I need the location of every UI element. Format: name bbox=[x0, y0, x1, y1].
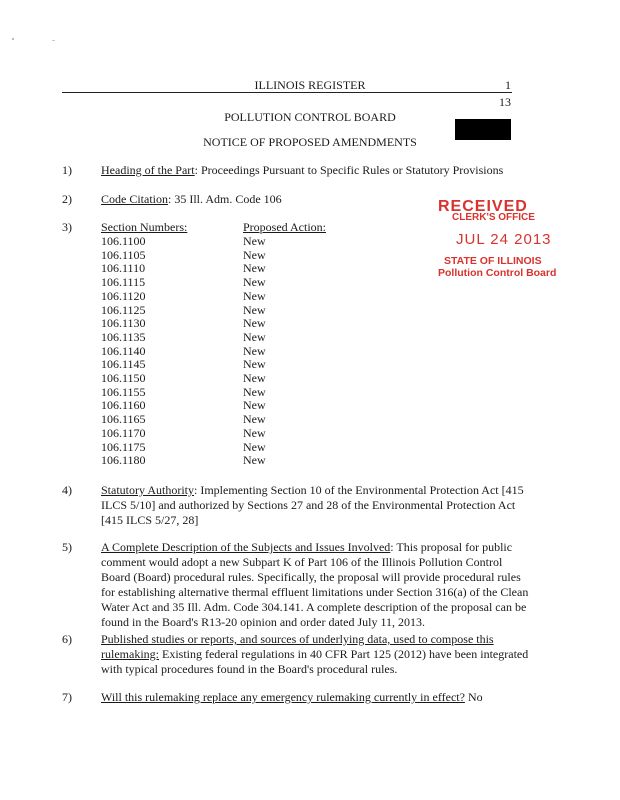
item-text: : 35 Ill. Adm. Code 106 bbox=[168, 192, 282, 206]
section-row bbox=[101, 357, 301, 371]
section-number: 106.1155 bbox=[101, 384, 146, 399]
section-row bbox=[101, 289, 301, 303]
item-number: 4) bbox=[62, 483, 72, 497]
item-published-studies bbox=[101, 632, 531, 677]
register-title: ILLINOIS REGISTER bbox=[254, 78, 366, 92]
section-number: 106.1100 bbox=[101, 234, 146, 248]
section-number: 106.1170 bbox=[101, 425, 146, 440]
section-action: New bbox=[243, 329, 266, 344]
section-row bbox=[101, 371, 301, 385]
item-text: : This proposal for public comment would adopt a new Subpart K of Part 106 of the Illinois Pollution Control Board (Board) procedural rules. Specifically, the proposal will provide procedural rules for establishing alternative thermal effluent limitations under Section 316(a) of the Clean Water Act and 35 Ill. Adm. Code 304.141. A complete description of the proposal can be found in the Board's R13-20 opinion and order dated July 11, 2013. bbox=[101, 540, 529, 629]
section-number: 106.1145 bbox=[101, 357, 146, 372]
section-action: New bbox=[243, 343, 266, 358]
section-action: New bbox=[243, 412, 266, 427]
section-number: 106.1130 bbox=[101, 316, 146, 331]
section-action: New bbox=[243, 234, 266, 248]
item-label: Will this rulemaking replace any emergency rulemaking currently in effect? bbox=[101, 690, 465, 704]
section-action: New bbox=[243, 439, 266, 454]
section-action: New bbox=[243, 261, 266, 276]
section-numbers-header: Section Numbers: bbox=[101, 220, 188, 234]
issue-number: 13 bbox=[499, 95, 511, 109]
section-row bbox=[101, 248, 301, 262]
item-text: No bbox=[464, 690, 483, 704]
item-text: : Proceedings Pursuant to Specific Rules or Statutory Provisions bbox=[194, 163, 504, 177]
section-row bbox=[101, 453, 301, 467]
stamp-board: Pollution Control Board bbox=[438, 267, 557, 279]
item-number: 1) bbox=[62, 163, 72, 177]
section-number: 106.1115 bbox=[101, 275, 146, 290]
section-number: 106.1160 bbox=[101, 398, 146, 413]
item-label: Code Citation bbox=[101, 192, 168, 206]
clerks-office-stamp: CLERK'S OFFICE bbox=[452, 212, 535, 223]
section-row bbox=[101, 344, 301, 358]
section-row bbox=[101, 316, 301, 330]
section-row bbox=[101, 385, 301, 399]
section-number: 106.1175 bbox=[101, 439, 146, 454]
section-row bbox=[101, 261, 301, 275]
section-action: New bbox=[243, 384, 266, 399]
header-rule bbox=[62, 92, 512, 93]
stamp-state: STATE OF ILLINOIS bbox=[444, 255, 542, 267]
proposed-action-header: Proposed Action: bbox=[243, 220, 326, 234]
item-text: Existing federal regulations in 40 CFR Part 125 (2012) have been integrated with typical procedures found in the Board's procedural rules. bbox=[101, 647, 529, 676]
item-label: Published studies or reports, and sources of underlying data, used to compose this rulemaking: bbox=[101, 632, 494, 661]
item-number: 2) bbox=[62, 192, 72, 206]
section-row bbox=[101, 440, 301, 454]
scan-speck bbox=[52, 40, 55, 41]
item-text: : Implementing Section 10 of the Environmental Protection Act [415 ILCS 5/10] and authorized by Sections 27 and 28 of the Environmental Protection Act [415 ILCS 5/27, 28] bbox=[101, 483, 524, 527]
item-number: 6) bbox=[62, 632, 72, 646]
section-number: 106.1125 bbox=[101, 302, 146, 317]
item-label: A Complete Description of the Subjects and Issues Involved bbox=[101, 540, 391, 554]
section-number: 106.1120 bbox=[101, 288, 146, 303]
section-action: New bbox=[243, 275, 266, 290]
item-statutory-authority bbox=[101, 483, 531, 528]
section-row bbox=[101, 275, 301, 289]
section-action: New bbox=[243, 398, 266, 413]
stamp-date: JUL 24 2013 bbox=[456, 231, 552, 248]
section-action: New bbox=[243, 247, 266, 262]
notice-title: NOTICE OF PROPOSED AMENDMENTS bbox=[203, 135, 417, 149]
scan-speck bbox=[12, 38, 14, 40]
section-row bbox=[101, 330, 301, 344]
section-row bbox=[101, 412, 301, 426]
item-emergency-rulemaking bbox=[101, 690, 531, 705]
section-number: 106.1150 bbox=[101, 371, 146, 385]
item-heading-of-part bbox=[101, 163, 531, 178]
page-number: 1 bbox=[505, 78, 511, 92]
item-number: 3) bbox=[62, 220, 72, 234]
section-number: 106.1140 bbox=[101, 343, 146, 358]
section-number: 106.1180 bbox=[101, 453, 146, 468]
section-number: 106.1135 bbox=[101, 329, 146, 344]
section-row bbox=[101, 303, 301, 317]
section-action: New bbox=[243, 302, 266, 317]
section-row bbox=[101, 426, 301, 440]
item-number: 7) bbox=[62, 690, 72, 704]
section-action: New bbox=[243, 357, 266, 372]
agency-name: POLLUTION CONTROL BOARD bbox=[224, 110, 396, 124]
section-action: New bbox=[243, 288, 266, 303]
section-row bbox=[101, 398, 301, 412]
section-number: 106.1105 bbox=[101, 247, 146, 262]
item-label: Heading of the Part bbox=[101, 163, 195, 177]
item-label: Statutory Authority bbox=[101, 483, 194, 497]
item-number: 5) bbox=[62, 540, 72, 554]
section-action: New bbox=[243, 371, 266, 385]
item-code-citation bbox=[101, 192, 531, 207]
section-action: New bbox=[243, 425, 266, 440]
item-description bbox=[101, 540, 531, 630]
section-number: 106.1165 bbox=[101, 412, 146, 427]
section-number: 106.1110 bbox=[101, 261, 146, 276]
section-row bbox=[101, 234, 301, 248]
section-action: New bbox=[243, 453, 266, 468]
section-action: New bbox=[243, 316, 266, 331]
received-stamp: RECEIVED bbox=[438, 198, 528, 215]
